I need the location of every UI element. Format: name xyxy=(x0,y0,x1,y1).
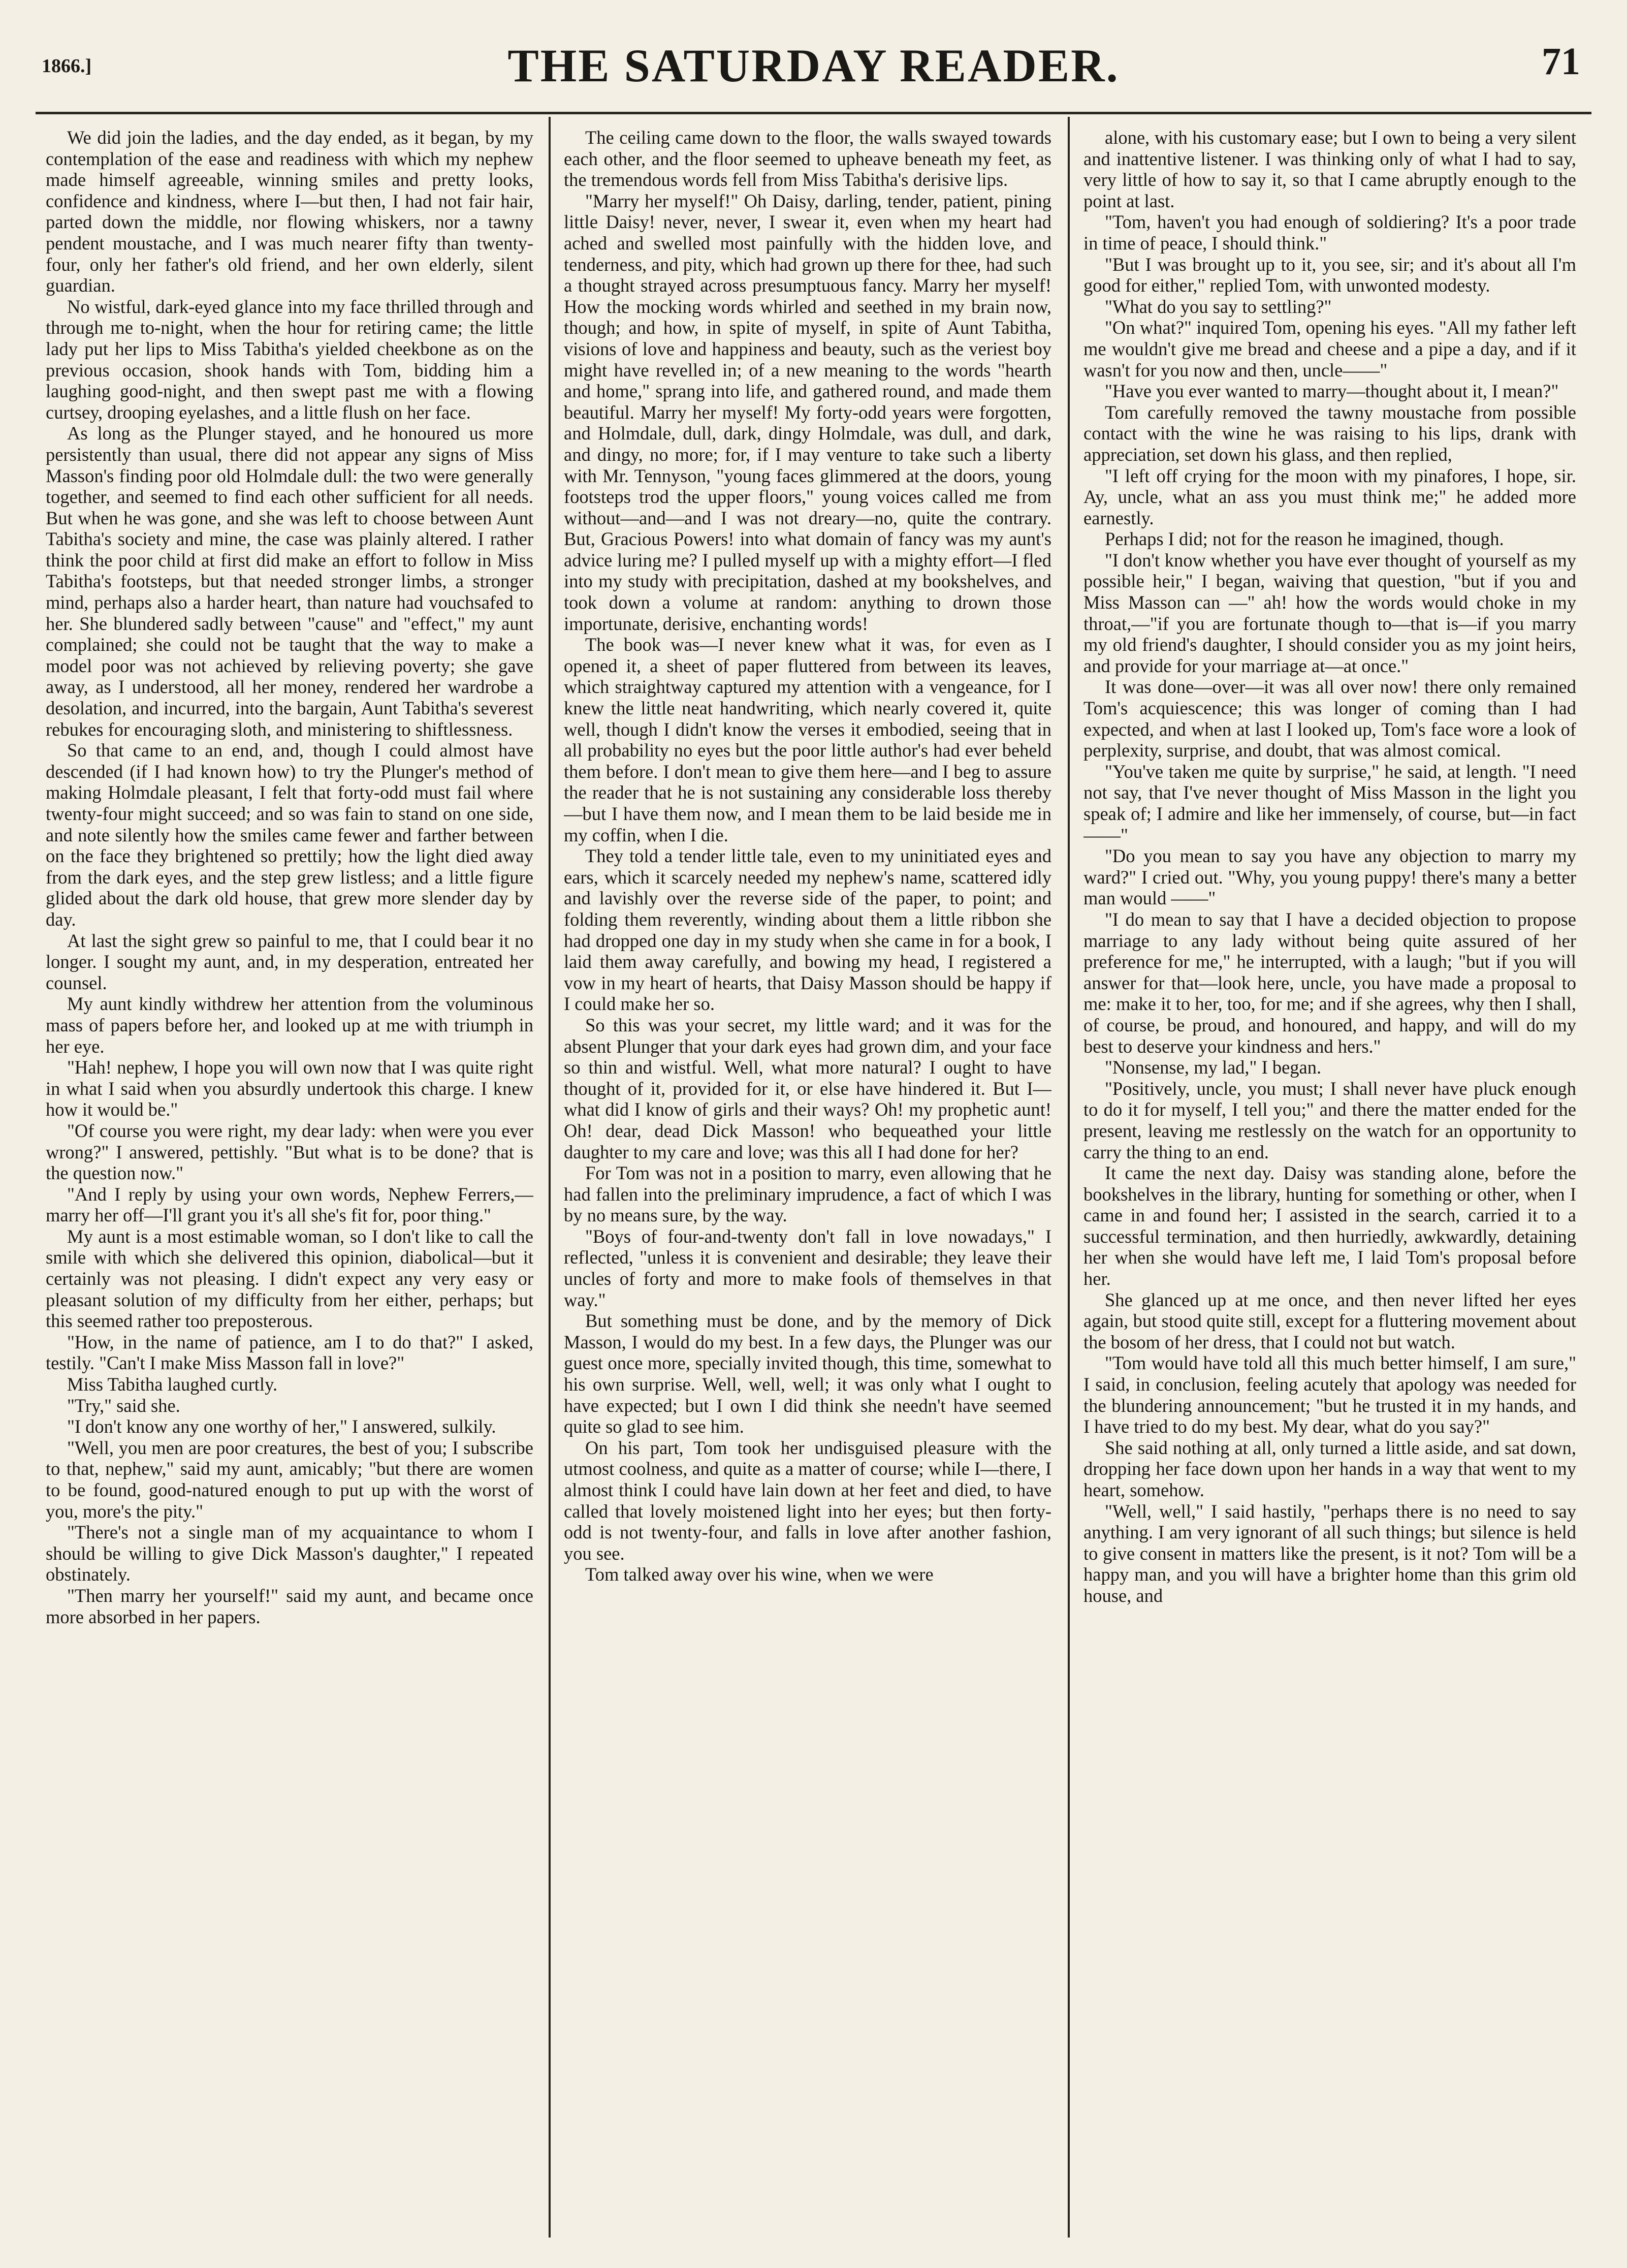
paragraph: So this was your secret, my little ward; and it was for the absent Plunger that your dark eyes had grown dim, and your face so thin and wistful. Well, what more natural? I ought to have thought of it, provided for it, or else have hindered it. But I—what did I know of girls and their ways? Oh! my prophetic aunt! Oh! dear, dead Dick Masson! who bequeathed your little daughter to my care and love; was this all I had done for her? xyxy=(564,1014,1051,1162)
paragraph: "Of course you were right, my dear lady: when were you ever wrong?" I answered, pettishly. "But what is to be done? that is the question now." xyxy=(46,1120,533,1184)
paragraph: "And I reply by using your own words, Nephew Ferrers,—marry her off—I'll grant you it's all she's fit for, poor thing." xyxy=(46,1183,533,1226)
paragraph: "I left off crying for the moon with my pinafores, I hope, sir. Ay, uncle, what an ass you must think me;" he added more earnestly. xyxy=(1083,465,1576,528)
paragraph: For Tom was not in a position to marry, even allowing that he had fallen into the preliminary imprudence, a fact of which I was by no means sure, by the way. xyxy=(564,1162,1051,1226)
paragraph: "I do mean to say that I have a decided objection to propose marriage to any lady without being quite assured of her preference for me," he interrupted, with a laugh; "but if you will answer for that—look here, uncle, you have made a proposal to me: make it to her, too, for me; and if she agrees, why then I shall, of course, be proud, and honoured, and happy, and will do my best to deserve your kindness and hers." xyxy=(1083,908,1576,1057)
paragraph: "Well, well," I said hastily, "perhaps there is no need to say anything. I am very ignorant of all such things; but silence is held to give consent in matters like the present, is it not? Tom will be a happy man, and you will have a brighter home than this grim old house, and xyxy=(1083,1500,1576,1606)
paragraph: Miss Tabitha laughed curtly. xyxy=(67,1374,278,1395)
paragraph: She said nothing at all, only turned a little aside, and sat down, dropping her face down upon her hands in a way that went to my heart, somehow. xyxy=(1083,1437,1576,1500)
paragraph: "Try," said she. xyxy=(67,1395,180,1416)
paragraph: Tom carefully removed the tawny moustache from possible contact with the wine he was raising to his lips, drank with appreciation, set down his glass, and then replied, xyxy=(1083,401,1576,465)
column-divider xyxy=(549,117,551,2238)
page-number: 71 xyxy=(1542,40,1580,83)
paragraph: The ceiling came down to the floor, the walls swayed towards each other, and the floor seemed to upheave beneath my feet, as the tremendous words fell from Miss Tabitha's derisive lips. xyxy=(564,127,1051,191)
paragraph: They told a tender little tale, even to my uninitiated eyes and ears, which it scarcely needed my nephew's name, scattered idly and lavishly over the reverse side of the paper, to point; and folding them reverently, winding about them a little ribbon she had dropped one day in my study when she came in for a book, I laid them away carefully, and bowing my head, I registered a vow in my heart of hearts, that Daisy Masson should be happy if I could make her so. xyxy=(564,845,1051,1015)
paragraph: Perhaps I did; not for the reason he imagined, though. xyxy=(1105,528,1504,550)
paragraph: As long as the Plunger stayed, and he honoured us more persistently than usual, there did not appear any signs of Miss Masson's finding poor old Holmdale dull: the two were generally together, and seemed to find each other sufficient for all needs. But when he was gone, and she was left to choose between Aunt Tabitha's society and mine, the case was plainly altered. I rather think the poor child at first did make an effort to follow in Miss Tabitha's footsteps, but that needed stronger limbs, a stronger mind, perhaps also a harder heart, than nature had vouchsafed to her. She blundered sadly between "cause" and "effect," my aunt complained; she could not be taught that the way to make a model poor was not achieved by relieving poverty; she gave away, as I understood, all her money, rendered her wardrobe a desolation, and incurred, into the bargain, Aunt Tabitha's severest rebukes for encouraging sloth, and ministering to shiftlessness. xyxy=(46,423,533,740)
paragraph: "Positively, uncle, you must; I shall never have pluck enough to do it for myself, I tell you;" and there the matter ended for the present, leaving me restlessly on the watch for an opportunity to carry the thing to an end. xyxy=(1083,1078,1576,1162)
page-header xyxy=(36,25,1591,112)
paragraph: "You've taken me quite by surprise," he said, at length. "I need not say, that I've never thought of Miss Masson in the light you speak of; I admire and like her immensely, of course, but—in fact——" xyxy=(1083,761,1576,845)
column-3 xyxy=(1083,127,1576,2241)
column-2 xyxy=(564,127,1051,2241)
publication-title: THE SATURDAY READER. xyxy=(507,40,1120,91)
paragraph: The book was—I never knew what it was, for even as I opened it, a sheet of paper fluttered from between its leaves, which straightway captured my attention with a vengeance, for I knew the little neat handwriting, which nearly covered it, quite well, though I didn't know the verses it embodied, seeing that in all probability no eyes but the poor little author's had ever beheld them before. I don't mean to give them here—and I beg to assure the reader that he is not sustaining any considerable loss thereby—but I have them now, and I mean them to be laid beside me in my coffin, when I die. xyxy=(564,634,1051,845)
header-rule xyxy=(36,112,1591,114)
paragraph: "Marry her myself!" Oh Daisy, darling, tender, patient, pining little Daisy! never, never, I swear it, even when my heart had ached and swelled most painfully with the hidden love, and tenderness, and pity, which had grown up there for thee, had such a thought strayed across presumptuous fancy. Marry her myself! How the mocking words whirled and seethed in my brain now, though; and how, in spite of myself, in spite of Aunt Tabitha, visions of love and happiness and beauty, such as the veriest boy might have revelled in; of a new meaning to the words "hearth and home," sprang into life, and gathered round, and made them beautiful. Marry her myself! My forty-odd years were forgotten, and Holmdale, dull, dark, dingy Holmdale, was dull, and dark, and dingy, no more; for, if I may venture to take such a liberty with Mr. Tennyson, "young faces glimmered at the doors, young footsteps trod the upper floors," young voices called me from without—and—and I was not dreary—no, quite the contrary. But, Gracious Powers! into what domain of fancy was my aunt's advice luring me? I pulled myself up with a mighty effort—I fled into my study with precipitation, dashed at my bookshelves, and took down a volume at random: anything to drown those importunate, derisive, enchanting words! xyxy=(564,190,1051,634)
paragraph: Tom talked away over his wine, when we were xyxy=(585,1564,934,1585)
paragraph: It was done—over—it was all over now! there only remained Tom's acquiescence; this was longer of coming than I had expected, and when at last I looked up, Tom's face wore a look of perplexity, surprise, and doubt, that was almost comical. xyxy=(1083,676,1576,761)
paragraph: alone, with his customary ease; but I own to being a very silent and inattentive listener. I was thinking only of what I had to say, very little of how to say it, so that I came abruptly enough to the point at last. xyxy=(1083,127,1576,211)
paragraph: My aunt kindly withdrew her attention from the voluminous mass of papers before her, and looked up at me with triumph in her eye. xyxy=(46,993,533,1057)
paragraph: On his part, Tom took her undisguised pleasure with the utmost coolness, and quite as a matter of course; while I—there, I almost think I could have lain down at her feet and died, to have called that lovely moistened light into her eyes; but then forty-odd is not twenty-four, and falls in love after another fashion, you see. xyxy=(564,1437,1051,1564)
paragraph: "On what?" inquired Tom, opening his eyes. "All my father left me wouldn't give me bread and cheese and a pipe a day, and if it wasn't for you now and then, uncle——" xyxy=(1083,317,1576,381)
column-1 xyxy=(46,127,533,2241)
issue-date: 1866.] xyxy=(42,55,92,77)
paragraph: She glanced up at me once, and then never lifted her eyes again, but stood quite still, except for a fluttering movement about the bosom of her dress, that I could not but watch. xyxy=(1083,1289,1576,1352)
paragraph: "Have you ever wanted to marry—thought about it, I mean?" xyxy=(1105,381,1559,402)
column-divider xyxy=(1068,117,1070,2238)
paragraph: "Boys of four-and-twenty don't fall in love nowadays," I reflected, "unless it is convenient and desirable; they leave their uncles of forty and more to make fools of themselves in that way." xyxy=(564,1225,1051,1310)
paragraph: "But I was brought up to it, you see, sir; and it's about all I'm good for either," replied Tom, with unwonted modesty. xyxy=(1083,254,1576,296)
paragraph: But something must be done, and by the memory of Dick Masson, I would do my best. In a few days, the Plunger was our guest once more, specially invited though, this time, somewhat to his own surprise. Well, well, well; it was only what I ought to have expected; but I own I did think she needn't have seemed quite so glad to see him. xyxy=(564,1310,1051,1437)
paragraph: No wistful, dark-eyed glance into my face thrilled through and through me to-night, when the hour for retiring came; the little lady put her lips to Miss Tabitha's yielded cheekbone as on the previous occasion, shook hands with Tom, bidding him a laughing good-night, and then swept past me with a flowing curtsey, drooping eyelashes, and a little flush on her face. xyxy=(46,296,533,423)
paragraph: "Tom, haven't you had enough of soldiering? It's a poor trade in time of peace, I should think." xyxy=(1083,211,1576,254)
paragraph: "Do you mean to say you have any objection to marry my ward?" I cried out. "Why, you young puppy! there's many a better man would ——" xyxy=(1083,845,1576,909)
paragraph: We did join the ladies, and the day ended, as it began, by my contemplation of the ease and readiness with which my nephew made himself agreeable, winning smiles and pretty looks, confidence and kindness, where I—but then, I had not fair hair, parted down the middle, nor flowing whiskers, nor a tawny pendent moustache, and I was much nearer fifty than twenty-four, only her father's old friend, and her own elderly, silent guardian. xyxy=(46,127,533,296)
paragraph: My aunt is a most estimable woman, so I don't like to call the smile with which she delivered this opinion, diabolical—but it certainly was not pleasing. I didn't expect any very easy or pleasant solution of my difficulty from her either, perhaps; but this seemed rather too preposterous. xyxy=(46,1225,533,1332)
paragraph: "What do you say to settling?" xyxy=(1105,296,1332,317)
paragraph: "I don't know any one worthy of her," I answered, sulkily. xyxy=(67,1416,496,1437)
paragraph: It came the next day. Daisy was standing alone, before the bookshelves in the library, hunting for something or other, when I came in and found her; I assisted in the search, carried it to a successful termination, and then hurriedly, awkwardly, detaining her when she would have left me, I laid Tom's proposal before her. xyxy=(1083,1162,1576,1289)
paragraph: "Hah! nephew, I hope you will own now that I was quite right in what I said when you absurdly undertook this charge. I knew how it would be." xyxy=(46,1057,533,1120)
paragraph: "Well, you men are poor creatures, the best of you; I subscribe to that, nephew," said my aunt, amicably; "but there are women to be found, good-natured enough to put up with the worst of you, more's the pity." xyxy=(46,1437,533,1522)
paragraph: "Tom would have told all this much better himself, I am sure," I said, in conclusion, feeling acutely that apology was needed for the blundering announcement; "but he trusted it in my hands, and I have tried to do my best. My dear, what do you say?" xyxy=(1083,1352,1576,1437)
paragraph: "There's not a single man of my acquaintance to whom I should be willing to give Dick Masson's daughter," I repeated obstinately. xyxy=(46,1522,533,1585)
paragraph: "How, in the name of patience, am I to do that?" I asked, testily. "Can't I make Miss Masson fall in love?" xyxy=(46,1331,533,1374)
paragraph: "Then marry her yourself!" said my aunt, and became once more absorbed in her papers. xyxy=(46,1585,533,1627)
paragraph: At last the sight grew so painful to me, that I could bear it no longer. I sought my aunt, and, in my desperation, entreated her counsel. xyxy=(46,930,533,993)
paragraph: "I don't know whether you have ever thought of yourself as my possible heir," I began, waiving that question, "but if you and Miss Masson can —" ah! how the words would choke in my throat,—"if you are fortunate though to—that is—if you marry my old friend's daughter, I should consider you as my joint heirs, and provide for your marriage at—at once." xyxy=(1083,549,1576,676)
paragraph: "Nonsense, my lad," I began. xyxy=(1105,1057,1322,1078)
paragraph: So that came to an end, and, though I could almost have descended (if I had known how) to try the Plunger's method of making Holmdale pleasant, I felt that forty-odd must fail where twenty-four might succeed; and so was fain to stand on one side, and note silently how the smiles came fewer and farther between on the face they brightened so prettily; how the light died away from the dark eyes, and the step grew listless; and a little figure glided about the dark old house, that grew more slender day by day. xyxy=(46,740,533,930)
